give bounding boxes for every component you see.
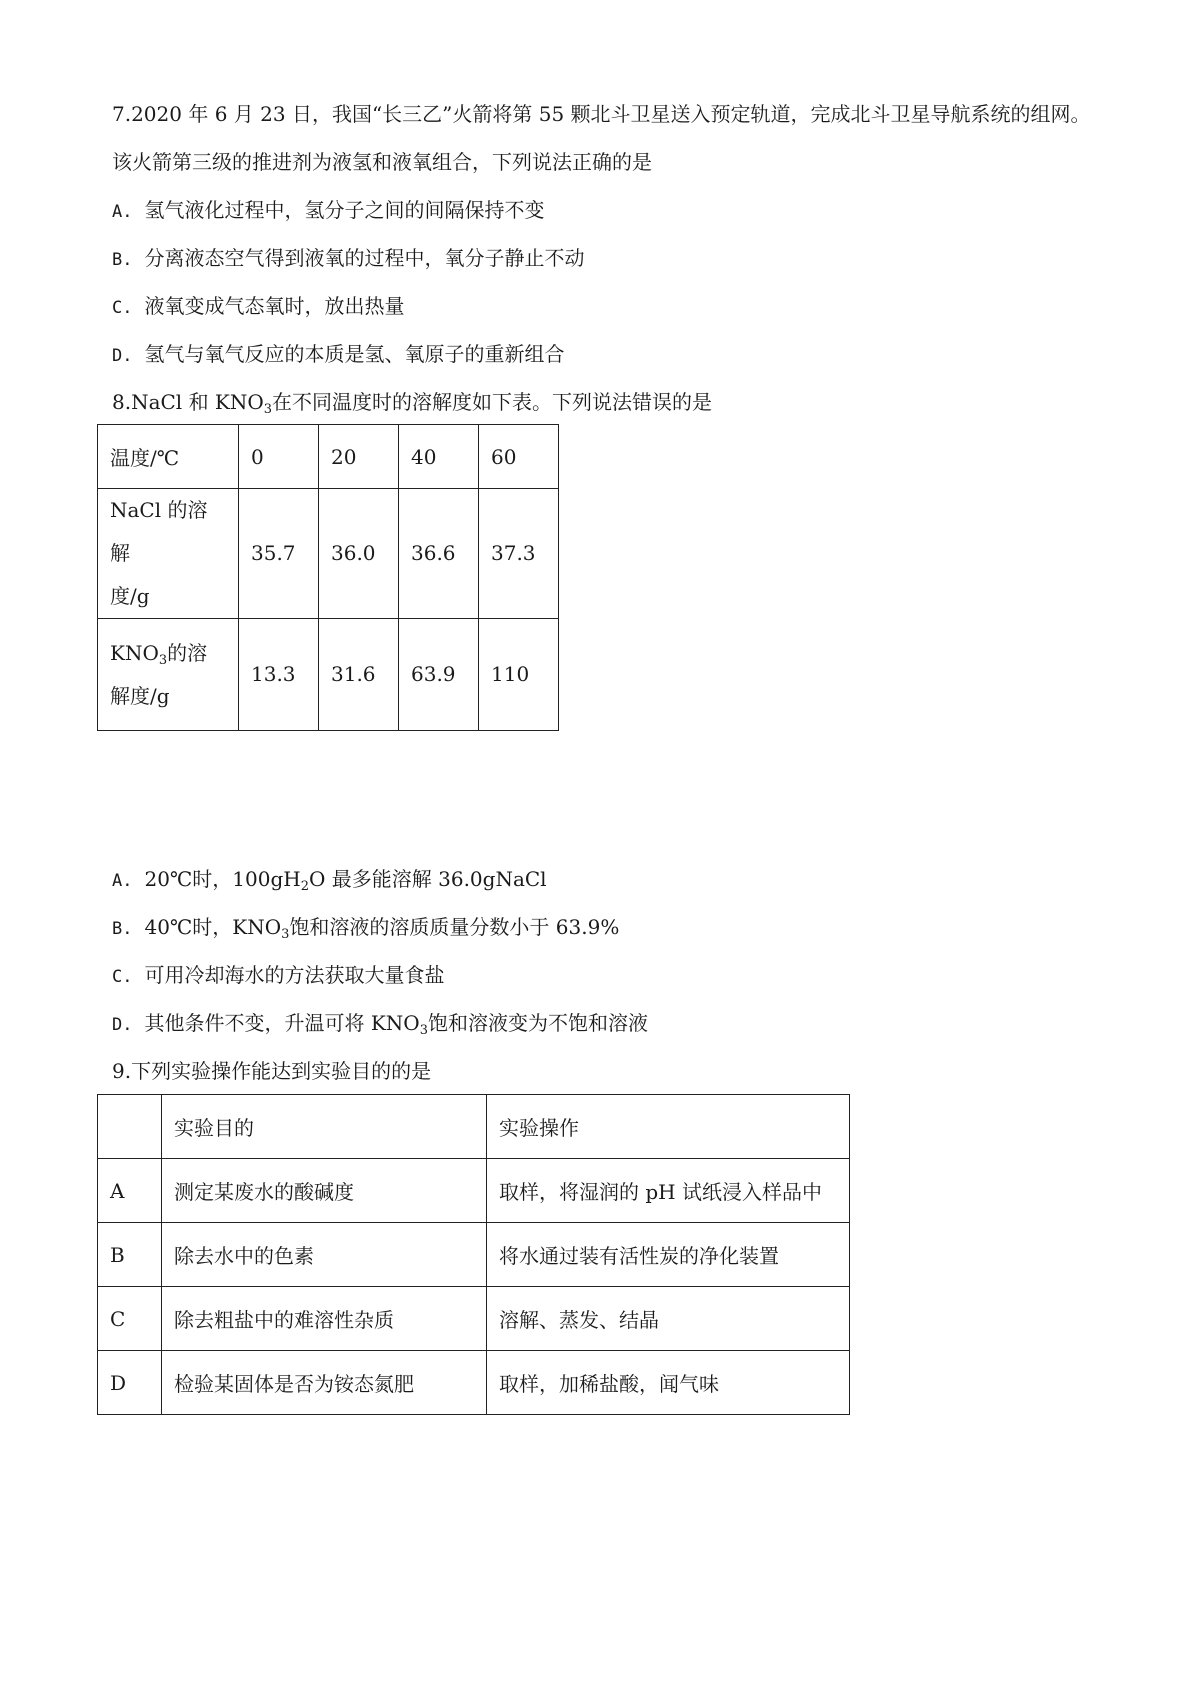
option-letter: A.: [112, 202, 133, 222]
table-cell: 将水通过装有活性炭的净化装置: [487, 1223, 850, 1287]
subscript: 3: [263, 402, 273, 417]
table-cell: 60: [479, 425, 559, 489]
option-text: 饱和溶液变为不饱和溶液: [427, 1011, 648, 1035]
option-text: 20℃时，100gH: [144, 867, 301, 891]
table-row: [98, 489, 559, 619]
table-cell: 溶解、蒸发、结晶: [487, 1287, 850, 1351]
table-cell: 63.9: [399, 619, 479, 731]
option-text: 液氧变成气态氧时，放出热量: [144, 294, 405, 318]
table-row: [98, 425, 559, 489]
table-row: [98, 1223, 850, 1287]
q7-option-d: [112, 340, 564, 370]
q8-stem: [112, 388, 712, 416]
subscript: 3: [158, 652, 168, 668]
q8-option-a: [112, 865, 547, 895]
row-label: 度/g: [110, 584, 150, 608]
option-letter: A.: [112, 871, 133, 891]
table-header-cell: [98, 1095, 162, 1159]
q7-option-b: [112, 244, 584, 274]
table-cell: 温度/℃: [98, 425, 239, 489]
table-cell: 测定某废水的酸碱度: [162, 1159, 487, 1223]
table-cell: 20: [319, 425, 399, 489]
table-row: [98, 619, 559, 731]
table-cell: 检验某固体是否为铵态氮肥: [162, 1351, 487, 1415]
row-label: KNO: [110, 640, 159, 665]
option-letter: C.: [112, 967, 133, 987]
option-text: 氢气液化过程中，氢分子之间的间隔保持不变: [144, 198, 545, 222]
experiment-table: [97, 1094, 850, 1415]
q7-option-c: [112, 292, 404, 322]
table-header-row: [98, 1095, 850, 1159]
option-text: 分离液态空气得到液氧的过程中，氧分子静止不动: [144, 246, 585, 270]
row-label: 解度/g: [110, 683, 170, 708]
table-cell: 取样，加稀盐酸，闻气味: [487, 1351, 850, 1415]
solubility-table: [97, 424, 559, 731]
table-cell: 36.0: [319, 489, 399, 619]
table-cell: [98, 619, 239, 731]
table-row: [98, 1159, 850, 1223]
table-row: [98, 1351, 850, 1415]
table-cell: 除去粗盐中的难溶性杂质: [162, 1287, 487, 1351]
q7-option-a: [112, 196, 544, 226]
table-cell: 0: [239, 425, 319, 489]
table-cell: 除去水中的色素: [162, 1223, 487, 1287]
q7-stem-line2: 该火箭第三级的推进剂为液氢和液氧组合，下列说法正确的是: [112, 150, 652, 174]
option-text: 40℃时，KNO: [144, 915, 282, 939]
row-label: 的溶: [167, 640, 208, 665]
q8-option-d: [112, 1009, 648, 1039]
subscript: 2: [300, 879, 310, 894]
table-cell: B: [98, 1223, 162, 1287]
option-letter: B.: [112, 919, 133, 939]
table-cell: 31.6: [319, 619, 399, 731]
table-cell: 36.6: [399, 489, 479, 619]
table-header-cell: 实验操作: [487, 1095, 850, 1159]
subscript: 3: [419, 1023, 428, 1038]
table-cell: 取样，将湿润的 pH 试纸浸入样品中: [487, 1159, 850, 1223]
table-cell: C: [98, 1287, 162, 1351]
option-letter: B.: [112, 250, 133, 270]
option-text: O 最多能溶解 36.0gNaCl: [309, 867, 547, 891]
q8-stem-part: 在不同温度时的溶解度如下表。下列说法错误的是: [272, 390, 713, 414]
option-letter: C.: [112, 298, 133, 318]
table-cell: [98, 489, 239, 619]
q8-option-b: [112, 913, 619, 943]
table-cell: 37.3: [479, 489, 559, 619]
q7-stem-line1: 7.2020 年 6 月 23 日，我国“长三乙”火箭将第 55 颗北斗卫星送入预定轨道，完成北斗卫星导航系统的组网。: [112, 102, 1091, 126]
table-cell: A: [98, 1159, 162, 1223]
table-cell: D: [98, 1351, 162, 1415]
row-label: NaCl 的溶解: [110, 498, 208, 565]
q8-option-c: [112, 961, 444, 991]
q9-stem: 9.下列实验操作能达到实验目的的是: [112, 1059, 432, 1083]
option-text: 饱和溶液的溶质质量分数小于 63.9%: [289, 915, 620, 939]
option-text: 氢气与氧气反应的本质是氢、氧原子的重新组合: [144, 342, 565, 366]
q8-stem-part: 8.NaCl 和 KNO: [112, 390, 264, 414]
table-header-cell: 实验目的: [162, 1095, 487, 1159]
subscript: 3: [281, 927, 290, 942]
table-cell: 13.3: [239, 619, 319, 731]
option-letter: D.: [112, 346, 133, 366]
table-cell: 40: [399, 425, 479, 489]
option-text: 可用冷却海水的方法获取大量食盐: [144, 963, 445, 987]
table-cell: 35.7: [239, 489, 319, 619]
table-cell: 110: [479, 619, 559, 731]
option-letter: D.: [112, 1015, 133, 1035]
table-row: [98, 1287, 850, 1351]
option-text: 其他条件不变，升温可将 KNO: [144, 1011, 420, 1035]
